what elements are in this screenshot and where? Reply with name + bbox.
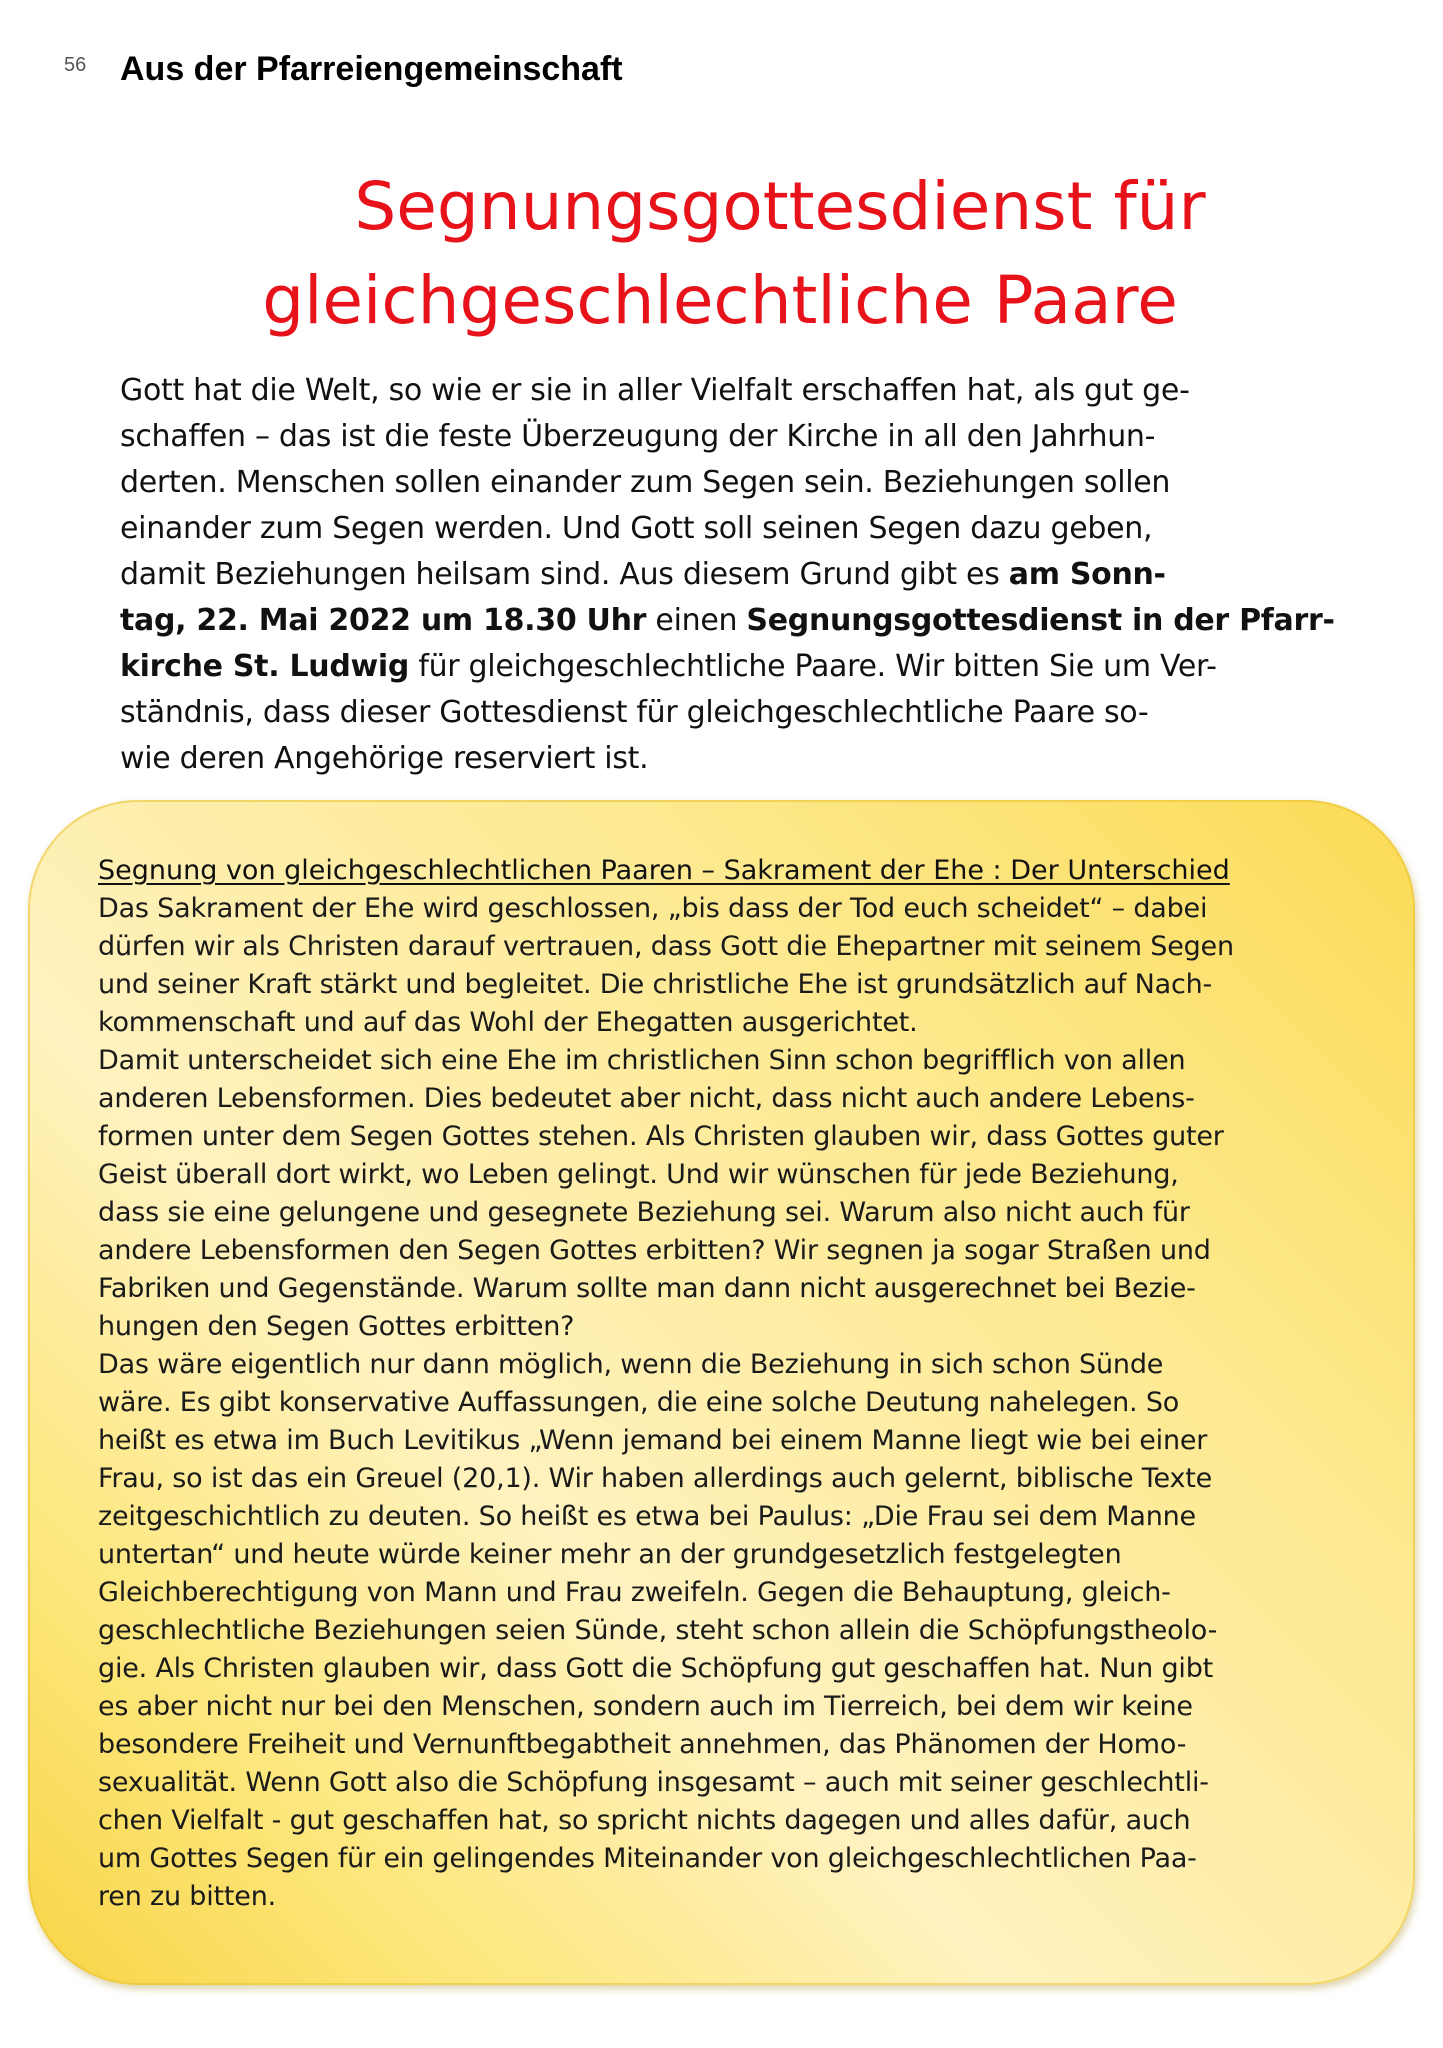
info-box-line: Gleichberechtigung von Mann und Frau zweifeln. Gegen die Behauptung, gleich- — [98, 1577, 1171, 1608]
event-date-bold: tag, 22. Mai 2022 um 18.30 Uhr — [120, 603, 647, 638]
info-box-line: dass sie eine gelungene und gesegnete Beziehung sei. Warum also nicht auch für — [98, 1197, 1190, 1228]
info-box-line: anderen Lebensformen. Dies bedeutet aber nicht, dass nicht auch andere Lebens- — [98, 1083, 1195, 1114]
info-box-line: kommenschaft und auf das Wohl der Ehegatten ausgerichtet. — [98, 1007, 918, 1038]
article-title — [150, 160, 1290, 348]
info-box-line: sexualität. Wenn Gott also die Schöpfung insgesamt – auch mit seiner geschlechtli- — [98, 1767, 1209, 1798]
info-box-line: um Gottes Segen für ein gelingendes Miteinander von gleichgeschlechtlichen Paa- — [98, 1843, 1197, 1874]
info-box-line: und seiner Kraft stärkt und begleitet. Die christliche Ehe ist grundsätzlich auf Nach- — [98, 969, 1213, 1000]
section-header: Aus der Pfarreiengemeinschaft — [120, 50, 623, 88]
intro-line: ständnis, dass dieser Gottesdienst für gleichgeschlechtliche Paare so- — [120, 695, 1149, 730]
intro-paragraph — [120, 368, 1335, 782]
info-box-line: Frau, so ist das ein Greuel (20,1). Wir haben allerdings auch gelernt, biblische Texte — [98, 1463, 1213, 1494]
intro-line: wie deren Angehörige reserviert ist. — [120, 741, 649, 776]
info-box-line: untertan“ und heute würde keiner mehr an der grundgesetzlich festgelegten — [98, 1539, 1122, 1570]
info-box-line: Geist überall dort wirkt, wo Leben gelingt. Und wir wünschen für jede Beziehung, — [98, 1159, 1179, 1190]
intro-line — [120, 552, 1320, 598]
info-box-text — [98, 890, 1398, 1916]
intro-line — [120, 598, 1335, 644]
event-location-bold: kirche St. Ludwig — [120, 649, 410, 684]
intro-text: für gleichgeschlechtliche Paare. Wir bitten Sie um Ver- — [409, 649, 1217, 684]
info-box-line: formen unter dem Segen Gottes stehen. Als Christen glauben wir, dass Gottes guter — [98, 1121, 1224, 1152]
info-box-line: Das wäre eigentlich nur dann möglich, wenn die Beziehung in sich schon Sünde — [98, 1349, 1164, 1380]
info-box-line: hungen den Segen Gottes erbitten? — [98, 1311, 575, 1342]
info-box-line: gie. Als Christen glauben wir, dass Gott die Schöpfung gut geschaffen hat. Nun gibt — [98, 1653, 1214, 1684]
intro-line: derten. Menschen sollen einander zum Segen sein. Beziehungen sollen — [120, 465, 1171, 500]
info-box-line: dürfen wir als Christen darauf vertrauen, dass Gott die Ehepartner mit seinem Segen — [98, 931, 1234, 962]
info-box-line: heißt es etwa im Buch Levitikus „Wenn jemand bei einem Manne liegt wie bei einer — [98, 1425, 1208, 1456]
event-date-bold: am Sonn- — [1008, 557, 1166, 592]
title-line-2: gleichgeschlechtliche Paare — [262, 262, 1178, 339]
info-box-line: Fabriken und Gegenstände. Warum sollte man dann nicht ausgerechnet bei Bezie- — [98, 1273, 1196, 1304]
info-box-line: ren zu bitten. — [98, 1881, 276, 1912]
info-box-line: geschlechtliche Beziehungen seien Sünde, steht schon allein die Schöpfungstheolo- — [98, 1615, 1218, 1646]
info-box-line: es aber nicht nur bei den Menschen, sondern auch im Tierreich, bei dem wir keine — [98, 1691, 1193, 1722]
info-box-line: Das Sakrament der Ehe wird geschlossen, „bis dass der Tod euch scheidet“ – dabei — [98, 893, 1208, 924]
intro-text: einen — [646, 603, 747, 638]
info-box-line: chen Vielfalt - gut geschaffen hat, so spricht nichts dagegen und alles dafür, auch — [98, 1805, 1191, 1836]
intro-line: schaffen – das ist die feste Überzeugung der Kirche in all den Jahrhun- — [120, 419, 1156, 454]
event-name-bold: Segnungsgottesdienst in der Pfarr- — [746, 603, 1335, 638]
intro-line: Gott hat die Welt, so wie er sie in aller Vielfalt erschaffen hat, als gut ge- — [120, 373, 1190, 408]
info-box-heading: Segnung von gleichgeschlechtlichen Paaren – Sakrament der Ehe : Der Unterschied — [98, 855, 1230, 886]
intro-line: einander zum Segen werden. Und Gott soll seinen Segen dazu geben, — [120, 511, 1153, 546]
info-box-line: andere Lebensformen den Segen Gottes erbitten? Wir segnen ja sogar Straßen und — [98, 1235, 1211, 1266]
info-box-line: zeitgeschichtlich zu deuten. So heißt es etwa bei Paulus: „Die Frau sei dem Manne — [98, 1501, 1196, 1532]
page-number: 56 — [64, 54, 87, 76]
title-line-1: Segnungsgottesdienst für — [354, 168, 1206, 245]
info-box-line: Damit unterscheidet sich eine Ehe im christlichen Sinn schon begrifflich von allen — [98, 1045, 1186, 1076]
intro-text: damit Beziehungen heilsam sind. Aus diesem Grund gibt es — [120, 557, 1009, 592]
info-box-line: besondere Freiheit und Vernunftbegabtheit annehmen, das Phänomen der Homo- — [98, 1729, 1187, 1760]
info-box-content — [98, 852, 1398, 1916]
info-box-line: wäre. Es gibt konservative Auffassungen, die eine solche Deutung nahelegen. So — [98, 1387, 1180, 1418]
intro-line — [120, 644, 1320, 690]
